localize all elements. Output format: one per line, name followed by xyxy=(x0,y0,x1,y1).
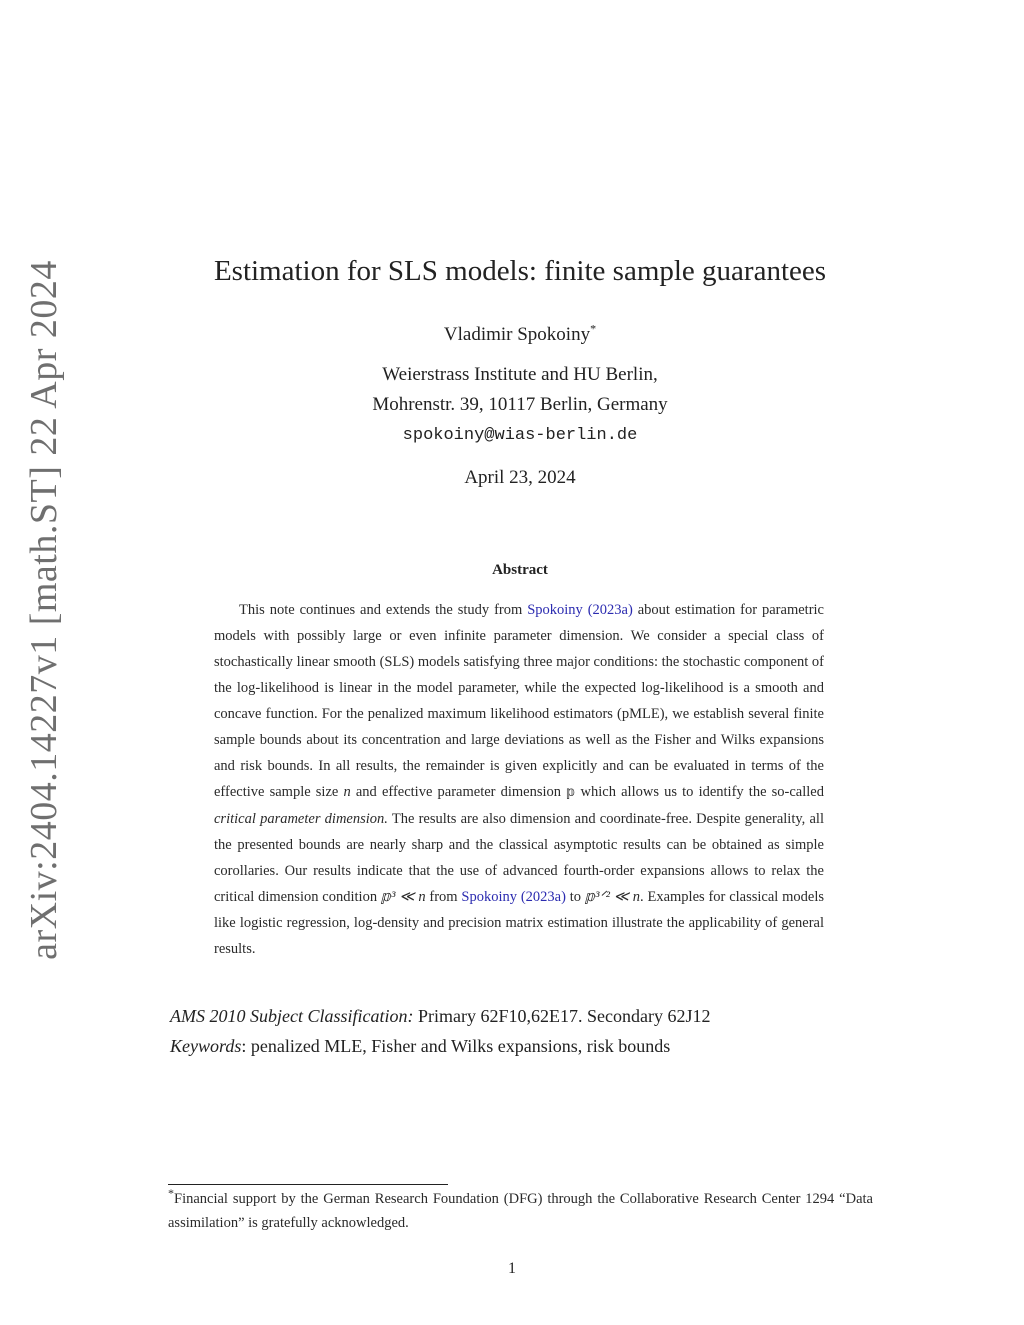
abstract-text-2: about estimation for parametric models with possibly large or even infinite parameter dimension. We consider a special class of stochastically linear smooth (SLS) models satisfying three major conditions: the stochastic component of the log-likelihood is linear in the model parameter, while the expected log-likelihood is a smooth and concave function. For the penalized maximum likelihood estimators (pMLE), we establish several finite sample bounds about its concentration and large deviations as well as the Fisher and Wilks expansions and risk bounds. In all results, the remainder is given explicitly and can be evaluated in terms of the effective sample size xyxy=(214,602,824,800)
keywords-line xyxy=(170,1036,870,1057)
abstract-heading: Abstract xyxy=(492,562,548,578)
abstract-text-1: This note continues and extends the study from xyxy=(239,602,528,618)
abstract-text-4: which allows us to identify the so-called xyxy=(575,784,824,800)
critical-dimension-term: critical parameter dimension. xyxy=(214,811,388,827)
abstract-text-6: from xyxy=(425,889,462,905)
keywords-label: Keywords xyxy=(170,1036,242,1056)
arxiv-identifier-text: arXiv:2404.14227v1 [math.ST] 22 Apr 2024 xyxy=(23,260,65,960)
author-email[interactable]: spokoiny@wias-berlin.de xyxy=(402,426,638,445)
abstract-text-8: . Examples for classical models like logistic regression, log-density and precision matrix estimation illustrate the applicability of general results. xyxy=(214,889,825,957)
abstract-text-7: to xyxy=(565,889,585,905)
affiliation-line-1: Weierstrass Institute and HU Berlin, xyxy=(382,364,658,385)
page-number: 1 xyxy=(508,1260,516,1277)
classification-label: AMS 2010 Subject Classification: xyxy=(170,1006,414,1026)
paper-title: Estimation for SLS models: finite sample guarantees xyxy=(213,255,827,287)
condition-formula-2: 𝕡³ᐟ² ≪ n xyxy=(584,889,641,905)
abstract-text-5: The results are also dimension and coordinate-free. Despite generality, all the presented bounds are nearly sharp and the classical asymptotic results can be obtained as simple corollaries. Our results indicate that the use of advanced fourth-order expansions allows to relax the critical dimension condition xyxy=(214,811,824,905)
paper-date: April 23, 2024 xyxy=(464,467,576,488)
funding-footnote xyxy=(168,1187,873,1235)
keywords-value: : penalized MLE, Fisher and Wilks expansions, risk bounds xyxy=(241,1036,671,1056)
symbol-n: n xyxy=(343,784,351,800)
symbol-p: 𝕡 xyxy=(566,785,576,800)
subject-classification xyxy=(170,1006,870,1027)
affiliation-line-2: Mohrenstr. 39, 10117 Berlin, Germany xyxy=(372,394,668,415)
footnote-text: Financial support by the German Research Foundation (DFG) through the Collaborative Research Center 1294 “Data assimilation” is gratefully acknowledged. xyxy=(168,1191,873,1231)
condition-formula-1: 𝕡³ ≪ n xyxy=(380,889,426,905)
abstract-body xyxy=(214,597,824,962)
author-footnote-mark[interactable]: * xyxy=(590,321,597,336)
author-line xyxy=(170,321,870,346)
footnote-mark: * xyxy=(168,1186,174,1201)
citation-link-spokoiny-2[interactable]: Spokoiny (2023a) xyxy=(461,889,566,905)
author-name: Vladimir Spokoiny xyxy=(443,324,591,345)
abstract-text-3: and effective parameter dimension xyxy=(350,784,567,800)
footnote-divider xyxy=(168,1184,448,1185)
arxiv-identifier-stamp xyxy=(18,260,70,960)
citation-link-spokoiny-1[interactable]: Spokoiny (2023a) xyxy=(527,602,633,618)
classification-value: Primary 62F10,62E17. Secondary 62J12 xyxy=(413,1006,711,1026)
